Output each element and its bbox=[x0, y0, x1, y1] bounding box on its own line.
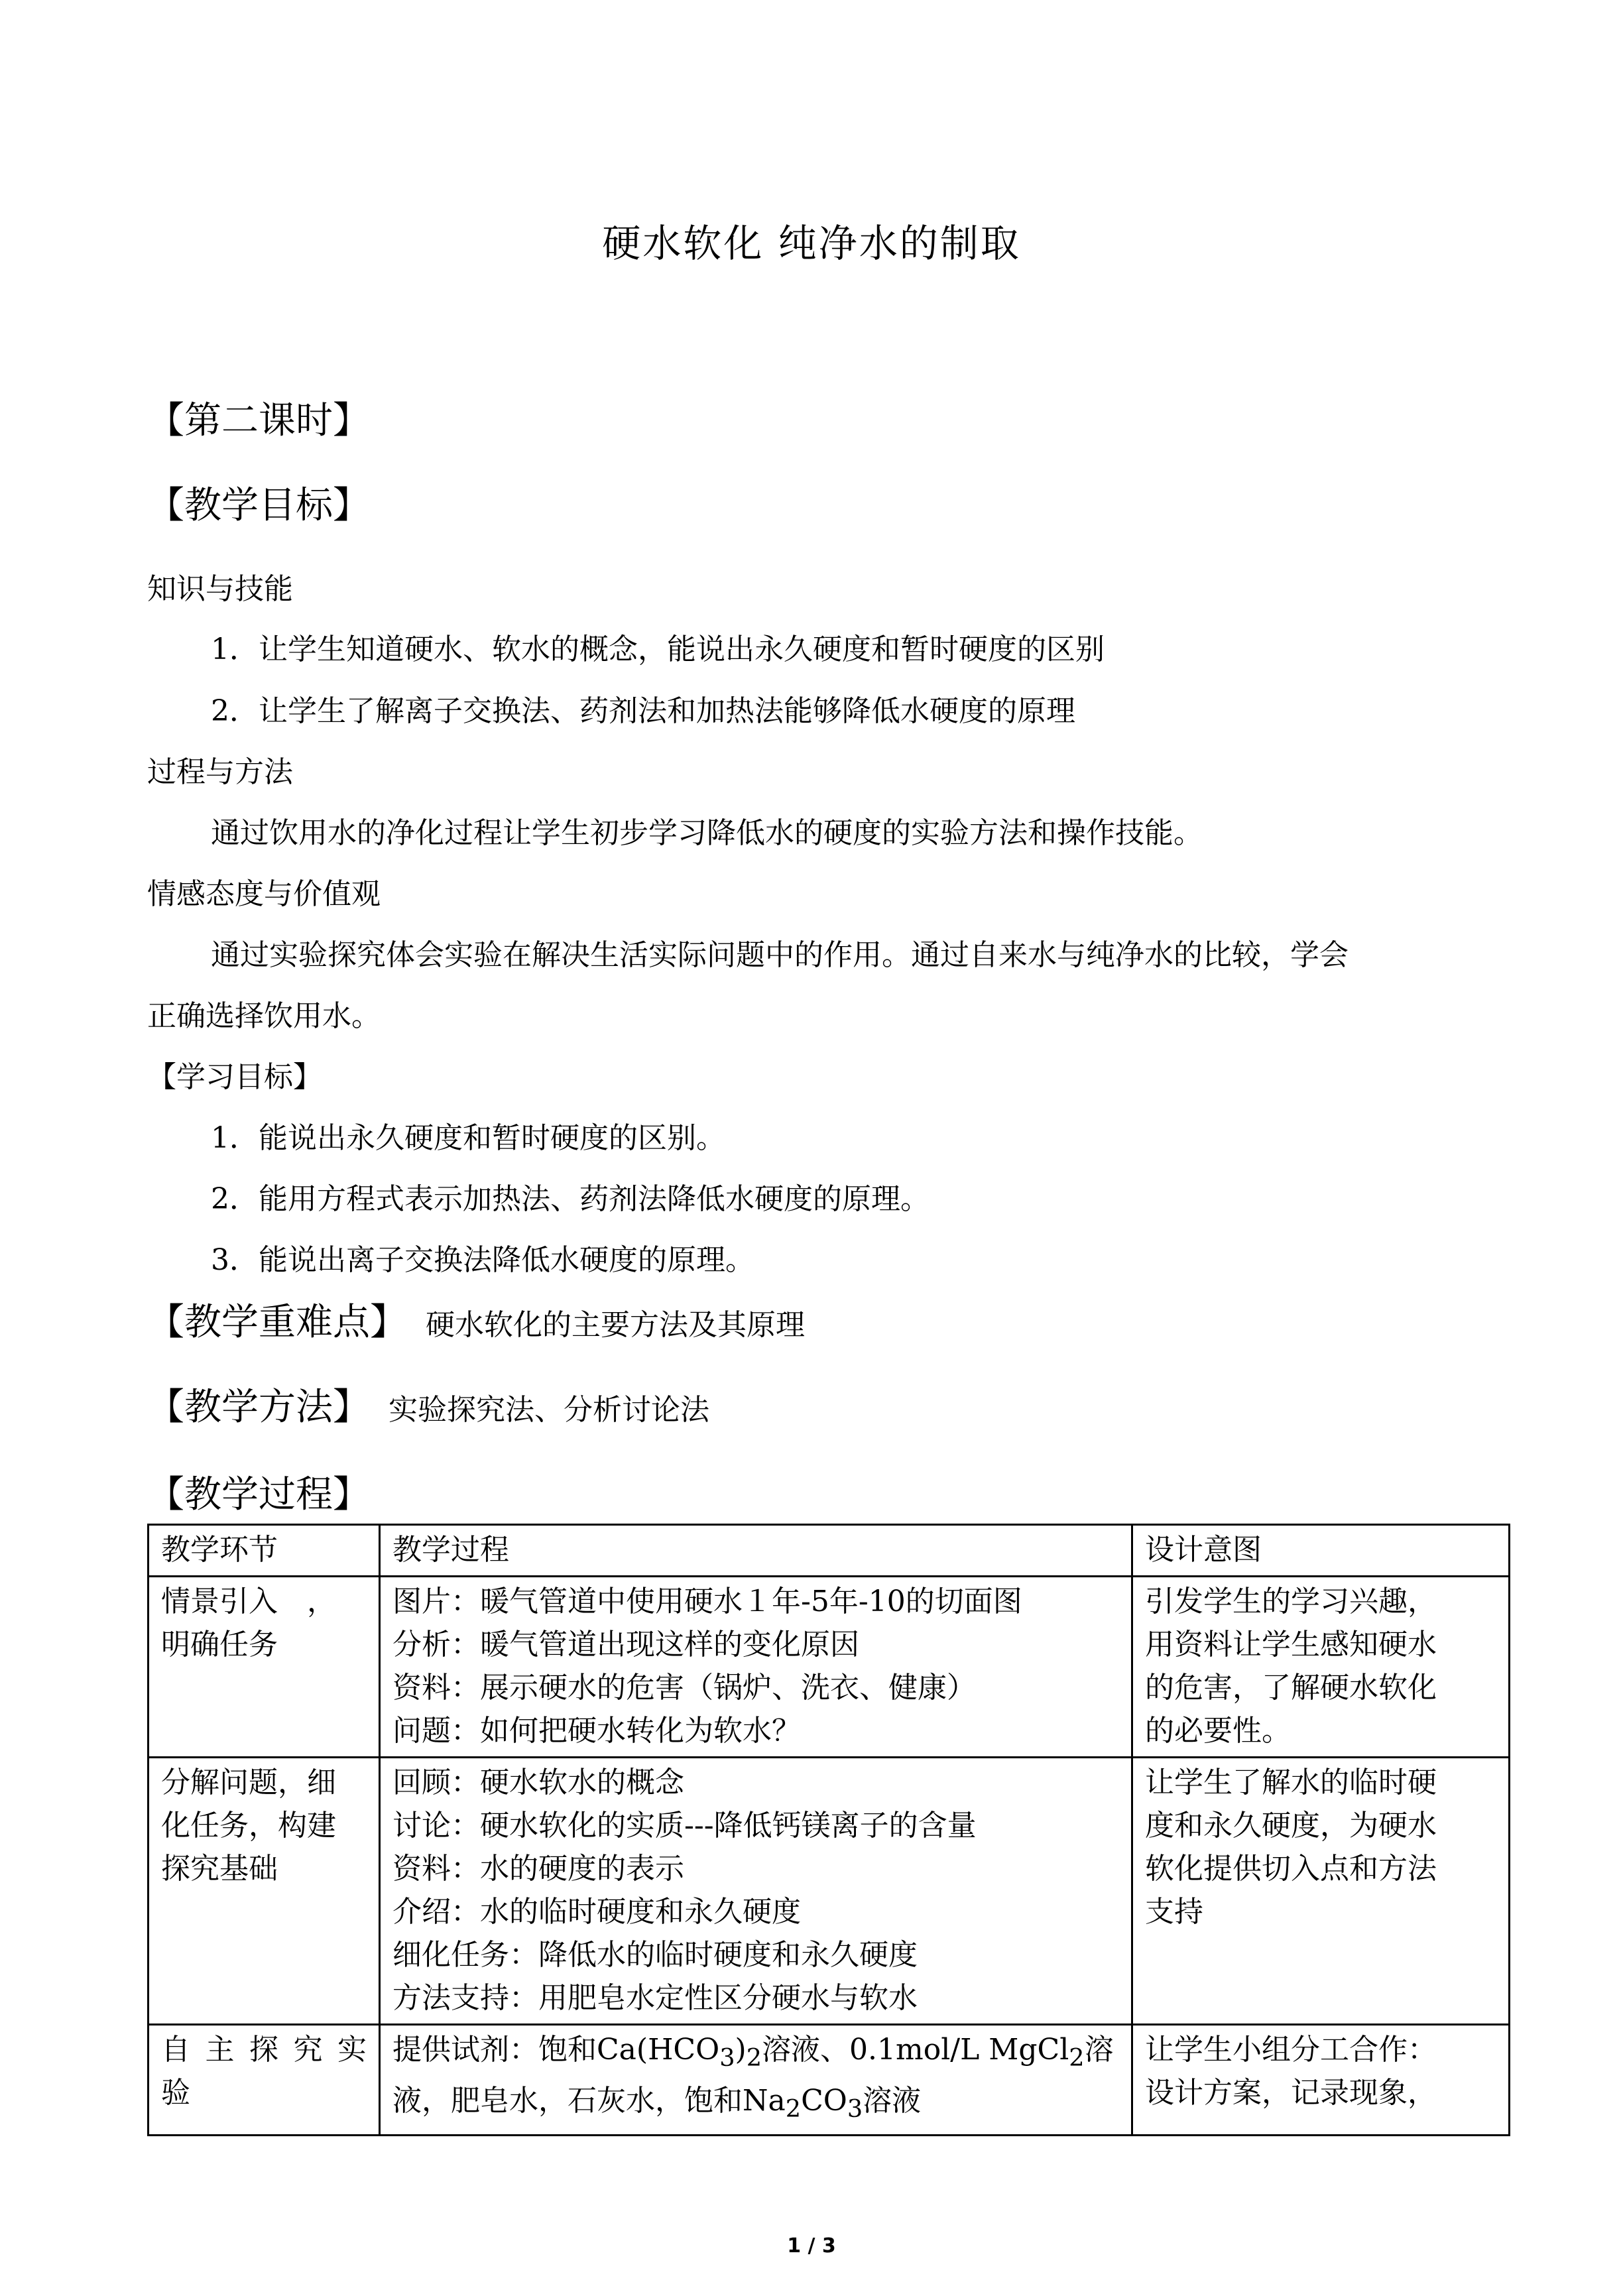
methods-text: 实验探究法、分析讨论法 bbox=[389, 1393, 709, 1427]
emotion-text-line-2: 正确选择饮用水。 bbox=[147, 999, 381, 1033]
process-line: 分析：暖气管道出现这样的变化原因 bbox=[392, 1628, 859, 1662]
knowledge-item-1: 1．让学生知道硬水、软水的概念，能说出永久硬度和暂时硬度的区别 bbox=[211, 633, 1105, 666]
learning-goal-1: 1．能说出永久硬度和暂时硬度的区别。 bbox=[211, 1121, 725, 1155]
stage-line: 自主探究实 bbox=[161, 2033, 367, 2067]
intent-line: 用资料让学生感知硬水 bbox=[1145, 1628, 1437, 1662]
table-header-row bbox=[149, 1525, 1510, 1577]
reagent-text: ) bbox=[735, 2033, 747, 2067]
stage-line: 分解问题，细 bbox=[161, 1766, 336, 1799]
teaching-goals-heading: 【教学目标】 bbox=[147, 484, 370, 527]
table-row bbox=[149, 2025, 1510, 2136]
intent-line: 软化提供切入点和方法 bbox=[1145, 1852, 1437, 1886]
table-row bbox=[149, 1758, 1510, 2025]
intent-line: 度和永久硬度，为硬水 bbox=[1145, 1809, 1437, 1843]
intent-line: 的危害，了解硬水软化 bbox=[1145, 1671, 1437, 1705]
process-line bbox=[392, 2028, 1119, 2079]
reagent-text: 溶液 bbox=[863, 2083, 922, 2118]
stage-cell bbox=[149, 1758, 380, 2025]
process-line: 问题：如何把硬水转化为软水？ bbox=[392, 1714, 801, 1748]
stage-line: 化任务，构建 bbox=[161, 1809, 336, 1843]
intent-line: 让学生小组分工合作： bbox=[1145, 2033, 1437, 2067]
key-points-line bbox=[147, 1293, 805, 1346]
reagent-text: CO bbox=[801, 2083, 847, 2118]
header-intent: 设计意图 bbox=[1132, 1525, 1510, 1577]
header-process: 教学过程 bbox=[380, 1525, 1132, 1577]
reagent-text: 液，肥皂水，石灰水，饱和Na bbox=[392, 2083, 786, 2118]
stage-cell bbox=[149, 1577, 380, 1758]
intent-cell bbox=[1132, 1758, 1510, 2025]
process-heading: 【教学过程】 bbox=[147, 1473, 370, 1516]
process-line: 方法支持：用肥皂水定性区分硬水与软水 bbox=[392, 1981, 918, 2015]
subscript: 2 bbox=[1069, 2043, 1085, 2072]
stage-cell bbox=[149, 2025, 380, 2136]
process-cell bbox=[380, 1758, 1132, 2025]
methods-line bbox=[147, 1378, 709, 1431]
stage-line: 探究基础 bbox=[161, 1852, 278, 1886]
learning-goal-2: 2．能用方程式表示加热法、药剂法降低水硬度的原理。 bbox=[211, 1182, 930, 1216]
subscript: 3 bbox=[719, 2043, 735, 2072]
methods-heading: 【教学方法】 bbox=[147, 1386, 370, 1429]
process-method-label: 过程与方法 bbox=[147, 755, 293, 789]
key-points-text: 硬水软化的主要方法及其原理 bbox=[426, 1308, 805, 1342]
process-line: 细化任务：降低水的临时硬度和永久硬度 bbox=[392, 1938, 918, 1972]
intent-line: 引发学生的学习兴趣， bbox=[1145, 1585, 1437, 1618]
process-cell bbox=[380, 2025, 1132, 2136]
subscript: 2 bbox=[746, 2043, 762, 2072]
lesson-heading: 【第二课时】 bbox=[147, 399, 370, 442]
key-points-heading: 【教学重难点】 bbox=[147, 1301, 407, 1344]
learning-goals-heading: 【学习目标】 bbox=[147, 1060, 322, 1094]
process-line: 资料：展示硬水的危害（锅炉、洗衣、健康） bbox=[392, 1671, 976, 1705]
process-method-text: 通过饮用水的净化过程让学生初步学习降低水的硬度的实验方法和操作技能。 bbox=[211, 816, 1203, 850]
subscript: 2 bbox=[785, 2094, 802, 2123]
reagent-text: 溶液、0.1mol/L MgCl bbox=[762, 2033, 1069, 2067]
subscript: 3 bbox=[847, 2094, 863, 2123]
intent-cell bbox=[1132, 1577, 1510, 1758]
reagent-text: 提供试剂：饱和Ca(HCO bbox=[392, 2033, 720, 2067]
page-number: 1 / 3 bbox=[787, 2234, 836, 2258]
document-title: 硬水软化 纯净水的制取 bbox=[602, 221, 1021, 266]
process-line: 介绍：水的临时硬度和永久硬度 bbox=[392, 1895, 801, 1929]
stage-line: 情景引入 ， bbox=[161, 1585, 336, 1618]
teaching-process-table bbox=[147, 1524, 1510, 2136]
header-stage: 教学环节 bbox=[149, 1525, 380, 1577]
intent-line: 设计方案，记录现象， bbox=[1145, 2076, 1437, 2110]
emotion-label: 情感态度与价值观 bbox=[147, 877, 381, 911]
stage-line: 验 bbox=[161, 2076, 190, 2110]
table-row bbox=[149, 1577, 1510, 1758]
intent-line: 支持 bbox=[1145, 1895, 1203, 1929]
emotion-text-line-1: 通过实验探究体会实验在解决生活实际问题中的作用。通过自来水与纯净水的比较，学会 bbox=[211, 938, 1349, 972]
process-cell bbox=[380, 1577, 1132, 1758]
knowledge-item-2: 2．让学生了解离子交换法、药剂法和加热法能够降低水硬度的原理 bbox=[211, 694, 1075, 728]
learning-goal-3: 3．能说出离子交换法降低水硬度的原理。 bbox=[211, 1243, 754, 1277]
process-line: 图片：暖气管道中使用硬水１年-5年-10的切面图 bbox=[392, 1585, 1022, 1618]
process-line: 讨论：硬水软化的实质---降低钙镁离子的含量 bbox=[392, 1809, 977, 1843]
intent-line: 让学生了解水的临时硬 bbox=[1145, 1766, 1437, 1799]
intent-cell bbox=[1132, 2025, 1510, 2136]
intent-line: 的必要性。 bbox=[1145, 1714, 1291, 1748]
process-line bbox=[392, 2079, 1119, 2130]
reagent-text: 溶 bbox=[1084, 2033, 1114, 2067]
process-line: 回顾：硬水软水的概念 bbox=[392, 1766, 684, 1799]
knowledge-label: 知识与技能 bbox=[147, 572, 293, 606]
process-line: 资料：水的硬度的表示 bbox=[392, 1852, 684, 1886]
stage-line: 明确任务 bbox=[161, 1628, 278, 1662]
